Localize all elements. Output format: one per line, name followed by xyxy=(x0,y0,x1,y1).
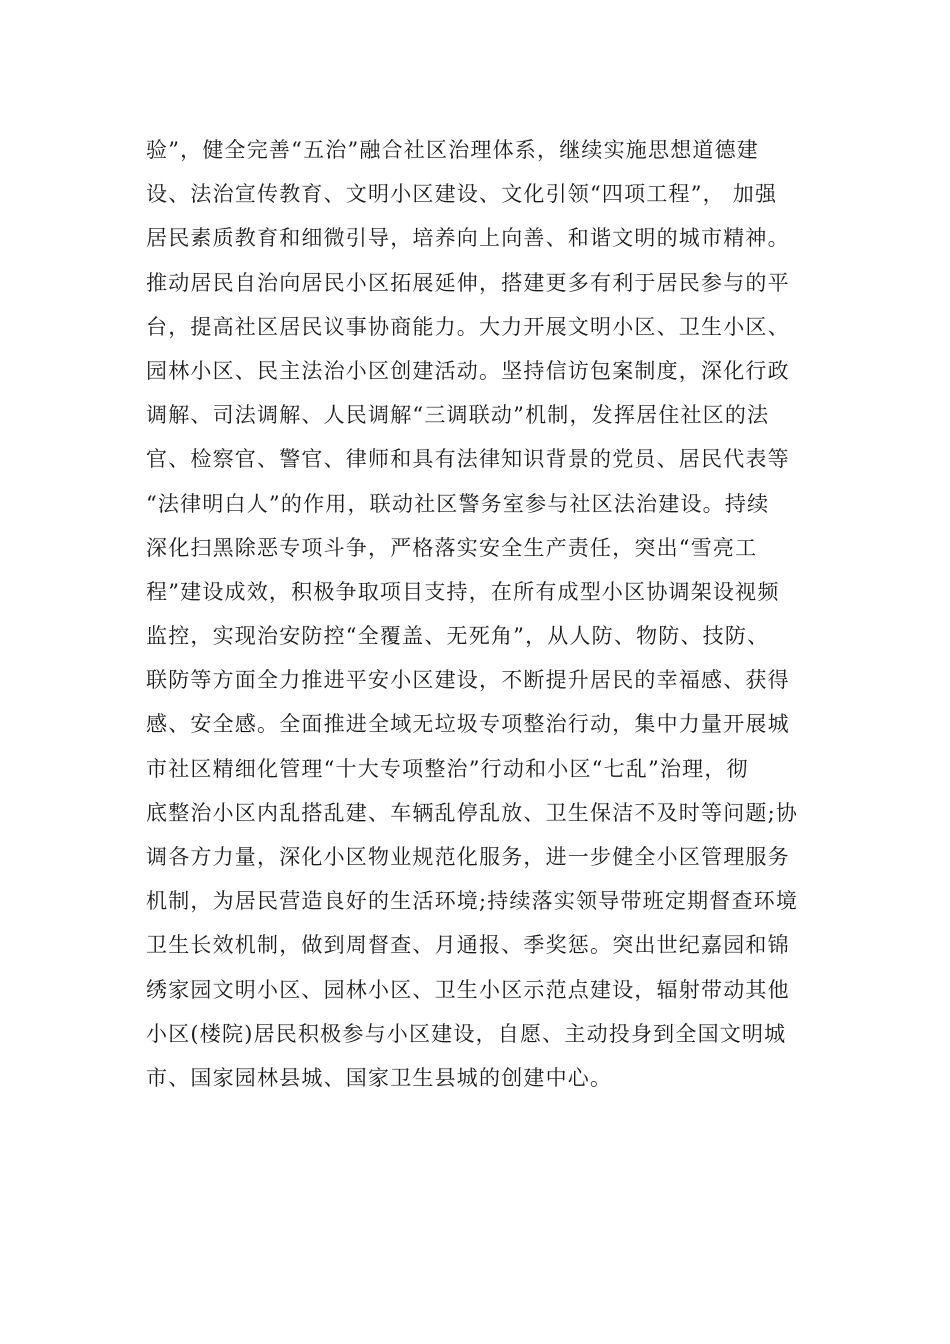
text-line: 绣家园文明小区、园林小区、卫生小区示范点建设，辐射带动其他 xyxy=(146,977,790,1002)
text-line: 底整治小区内乱搭乱建、车辆乱停乱放、卫生保洁不及时等问题;协 xyxy=(146,800,799,825)
text-line: 推动居民自治向居民小区拓展延伸，搭建更多有利于居民参与的平 xyxy=(146,270,790,295)
text-line: 设、法治宣传教育、文明小区建设、文化引领“四项工程”， 加强 xyxy=(146,182,778,207)
text-line: 卫生长效机制，做到周督查、月通报、季奖惩。突出世纪嘉园和锦 xyxy=(146,933,790,958)
text-line: 小区(楼院)居民积极参与小区建设，自愿、主动投身到全国文明城 xyxy=(146,1021,787,1046)
text-line: 园林小区、民主法治小区创建活动。坚持信访包案制度，深化行政 xyxy=(146,358,790,383)
text-line: 机制，为居民营造良好的生活环境;持续落实领导带班定期督查环境 xyxy=(146,889,799,914)
text-line: 市、国家园林县城、国家卫生县城的创建中心。 xyxy=(146,1065,613,1090)
text-line: 市社区精细化管理“十大专项整治”行动和小区“七乱”治理，彻 xyxy=(146,756,749,781)
text-line: 感、安全感。全面推进全域无垃圾专项整治行动，集中力量开展城 xyxy=(146,712,790,737)
text-line: “法律明白人”的作用，联动社区警务室参与社区法治建设。持续 xyxy=(146,491,770,516)
text-line: 深化扫黑除恶专项斗争，严格落实安全生产责任，突出“雪亮工 xyxy=(146,535,758,560)
text-line: 调解、司法调解、人民调解“三调联动”机制，发挥居住社区的法 xyxy=(146,403,770,428)
text-line: 居民素质教育和细微引导，培养向上向善、和谐文明的城市精神。 xyxy=(146,226,790,251)
text-line: 程”建设成效，积极争取项目支持，在所有成型小区协调架设视频 xyxy=(146,579,780,604)
text-line: 验”，健全完善“五治”融合社区治理体系，继续实施思想道德建 xyxy=(146,138,760,162)
text-line: 台，提高社区居民议事协商能力。大力开展文明小区、卫生小区、 xyxy=(146,314,790,339)
text-line: 联防等方面全力推进平安小区建设，不断提升居民的幸福感、获得 xyxy=(146,668,790,693)
body-text xyxy=(146,128,826,1100)
text-line: 调各方力量，深化小区物业规范化服务，进一步健全小区管理服务 xyxy=(146,845,790,869)
text-line: 监控，实现治安防控“全覆盖、无死角”，从人防、物防、技防、 xyxy=(146,624,770,649)
text-line: 官、检察官、警官、律师和具有法律知识背景的党员、居民代表等 xyxy=(146,447,790,472)
